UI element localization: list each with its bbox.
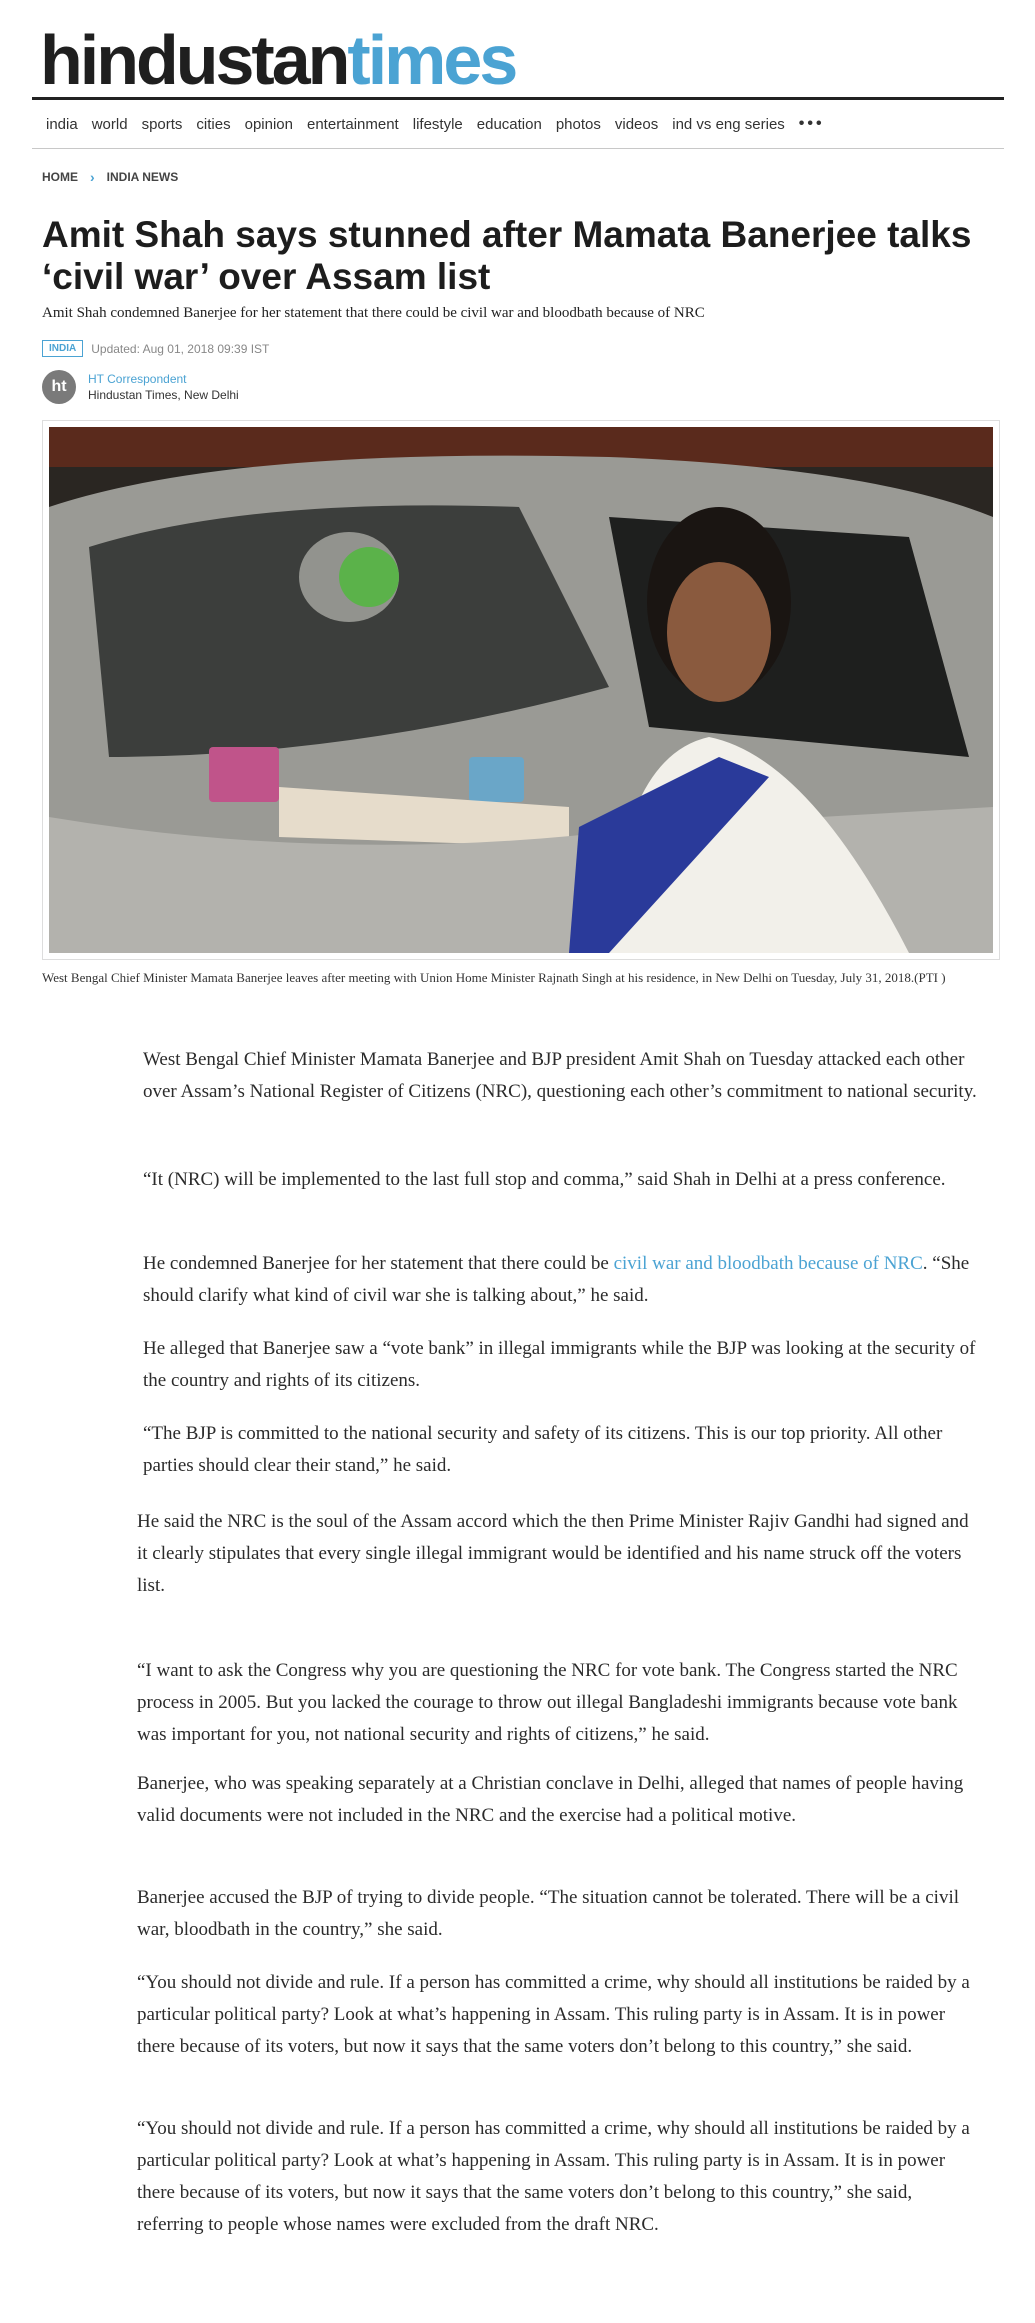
article-photo — [42, 420, 1000, 960]
chevron-right-icon: › — [90, 169, 95, 185]
nav-item-education[interactable]: education — [476, 115, 542, 133]
nav-item-india[interactable]: india — [46, 115, 78, 133]
nav-item-world[interactable]: world — [91, 115, 128, 133]
paragraph-text: He condemned Banerjee for her statement that there could be — [143, 1253, 614, 1274]
nav-item-photos[interactable]: photos — [555, 115, 601, 133]
nav-item-ind-vs-eng-series[interactable]: ind vs eng series — [672, 115, 785, 133]
article-summary: Amit Shah condemned Banerjee for her statement that there could be civil war and bloodbath because of NRC — [42, 305, 705, 321]
photo-mamata-banerjee-car — [49, 427, 993, 953]
article-paragraph: “The BJP is committed to the national security and safety of its citizens. This is our top priority. All other parties should clear their stand,” he said. — [143, 1423, 943, 1476]
breadcrumb-home[interactable]: HOME — [42, 170, 78, 184]
article-paragraph: “You should not divide and rule. If a person has committed a crime, why should all institutions be raided by a particular political party? Look at what’s happening in Assam. This ruling party is in Assam. It is in power there because of its voters, but now it says that the same voters don’t belong to this country,” she said, referring to people whose names were excluded from the draft NRC. — [137, 2118, 970, 2235]
main-navigation — [32, 97, 1004, 149]
updated-timestamp: Updated: Aug 01, 2018 09:39 IST — [91, 341, 270, 356]
breadcrumb — [42, 169, 178, 185]
nav-item-cities[interactable]: cities — [196, 115, 231, 133]
logo-text-times: times — [347, 21, 516, 99]
article-paragraph: He said the NRC is the soul of the Assam accord which the then Prime Minister Rajiv Gandhi had signed and it clearly stipulates that every single illegal immigrant would be identified and his name struck off the voters list. — [137, 1511, 969, 1596]
related-story-link[interactable]: civil war and bloodbath because of NRC — [613, 1253, 923, 1274]
breadcrumb-section[interactable]: INDIA NEWS — [106, 170, 179, 184]
section-tag[interactable]: INDIA — [42, 340, 83, 357]
article-paragraph: Banerjee accused the BJP of trying to divide people. “The situation cannot be tolerated. There will be a civil war, bloodbath in the country,” she said. — [137, 1887, 960, 1940]
nav-item-opinion[interactable]: opinion — [244, 115, 293, 133]
article-paragraph: “I want to ask the Congress why you are questioning the NRC for vote bank. The Congress started the NRC process in 2005. But you lacked the courage to throw out illegal Bangladeshi immigrants because vote bank was important for you, not national security and rights of citizens,” he said. — [137, 1660, 958, 1745]
nav-item-lifestyle[interactable]: lifestyle — [412, 115, 463, 133]
article-paragraph: “You should not divide and rule. If a person has committed a crime, why should all institutions be raided by a particular political party? Look at what’s happening in Assam. This ruling party is in Assam. It is in power there because of its voters, but now it says that the same voters don’t belong to this country,” she said. — [137, 1972, 970, 2057]
article-paragraph: He alleged that Banerjee saw a “vote bank” in illegal immigrants while the BJP was looking at the security of the country and rights of its citizens. — [143, 1338, 976, 1391]
more-menu-icon[interactable]: ••• — [798, 115, 825, 132]
author-byline — [42, 370, 239, 404]
author-avatar: ht — [42, 370, 76, 404]
photo-caption: West Bengal Chief Minister Mamata Banerjee leaves after meeting with Union Home Minister Rajnath Singh at his residence, in New Delhi on Tuesday, July 31, 2018.(PTI ) — [42, 970, 946, 985]
nav-item-sports[interactable]: sports — [141, 115, 183, 133]
nav-item-videos[interactable]: videos — [614, 115, 659, 133]
site-logo[interactable] — [40, 20, 515, 100]
author-name[interactable]: HT Correspondent — [88, 372, 187, 386]
article-paragraph — [143, 1248, 983, 1312]
logo-text-hindustan: hindustan — [40, 21, 348, 99]
article-paragraph: “It (NRC) will be implemented to the last full stop and comma,” said Shah in Delhi at a press conference. — [143, 1169, 946, 1190]
article-headline: Amit Shah says stunned after Mamata Banerjee talks ‘civil war’ over Assam list — [42, 214, 972, 297]
paragraph-text: . “She should clarify what kind of civil war she is talking about,” he said. — [143, 1253, 970, 1306]
nav-item-entertainment[interactable]: entertainment — [307, 115, 399, 133]
article-meta — [42, 340, 269, 357]
article-paragraph: Banerjee, who was speaking separately at a Christian conclave in Delhi, alleged that names of people having valid documents were not included in the NRC and the exercise had a political motive. — [137, 1773, 964, 1826]
article-paragraph: West Bengal Chief Minister Mamata Banerjee and BJP president Amit Shah on Tuesday attacked each other over Assam’s National Register of Citizens (NRC), questioning each other’s commitment to national security. — [143, 1049, 977, 1102]
author-organization: Hindustan Times, New Delhi — [88, 388, 239, 402]
